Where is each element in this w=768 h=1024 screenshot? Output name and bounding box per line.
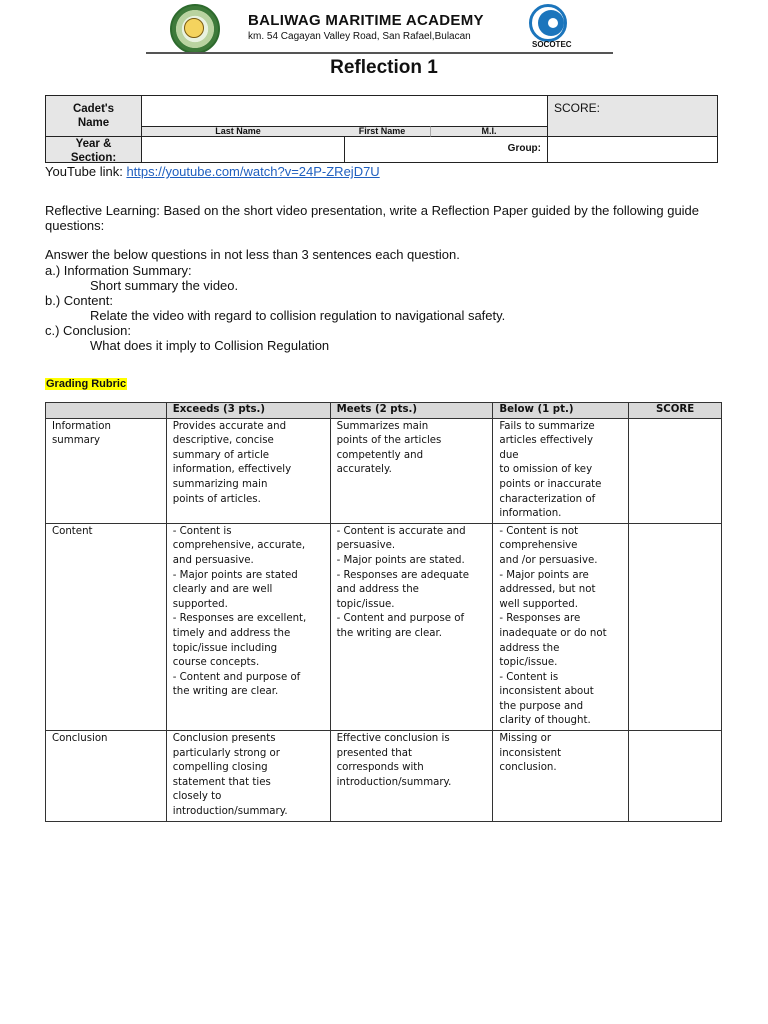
year-section-label: Year & Section:: [46, 137, 142, 162]
meets-text: - Content is accurate and persuasive. - Major points are stated. - Responses are adequate and address the topic/issue. - Content and purpose of the writing are clear.: [336, 525, 470, 639]
criterion-text: Information summary: [52, 420, 111, 447]
score-cell[interactable]: [629, 731, 722, 822]
below-cell: [493, 523, 629, 730]
school-seal-emblem: [184, 18, 204, 38]
below-text: Fails to summarize articles effectively due to omission of key points or inaccurate characterization of information.: [499, 420, 602, 520]
group-field[interactable]: [345, 137, 548, 162]
group-score-field[interactable]: [548, 137, 717, 162]
youtube-link[interactable]: https://youtube.com/watch?v=24P-ZRejD7U: [126, 164, 380, 179]
youtube-line: [45, 164, 380, 179]
meets-cell: [330, 418, 493, 523]
score-cell[interactable]: [629, 418, 722, 523]
cadet-info-form: [45, 95, 718, 163]
below-text: Missing or inconsistent conclusion.: [499, 733, 562, 774]
school-address: km. 54 Cagayan Valley Road, San Rafael,Bulacan: [248, 31, 471, 42]
criterion-cell: [46, 731, 167, 822]
criterion-cell: [46, 418, 167, 523]
rubric-header-row: [46, 403, 722, 419]
rubric-header-meets: Meets (2 pts.): [330, 403, 493, 419]
rubric-header-below: Below (1 pt.): [493, 403, 629, 419]
exceeds-cell: [166, 731, 330, 822]
below-text: - Content is not comprehensive and /or persuasive. - Major points are addressed, but not well supported. - Responses are inadequate or do not address the topic/issue. - Content is inconsistent about the purpose and clarity of thought.: [499, 525, 607, 727]
intro-text: Reflective Learning: Based on the short video presentation, write a Reflection Paper guided by the following guide questions:: [45, 203, 700, 233]
school-name: BALIWAG MARITIME ACADEMY: [248, 12, 484, 29]
score-cell[interactable]: [629, 523, 722, 730]
question-c-detail: What does it imply to Collision Regulation: [90, 338, 330, 353]
table-row: [46, 731, 722, 822]
exceeds-text: Conclusion presents particularly strong or compelling closing statement that ties closely to introduction/summary.: [172, 733, 288, 818]
group-label: Group:: [507, 143, 541, 154]
grading-rubric-table: [45, 402, 722, 822]
page-title: Reflection 1: [330, 57, 438, 78]
question-a-detail: Short summary the video.: [90, 278, 239, 293]
meets-cell: [330, 523, 493, 730]
table-row: [46, 523, 722, 730]
exceeds-cell: [166, 418, 330, 523]
score-field[interactable]: [548, 96, 717, 137]
rubric-header-exceeds: Exceeds (3 pts.): [166, 403, 330, 419]
youtube-label: YouTube link:: [45, 164, 127, 179]
rubric-header-criterion: [46, 403, 167, 419]
meets-cell: [330, 731, 493, 822]
meets-text: Summarizes main points of the articles competently and accurately.: [336, 420, 442, 476]
year-section-field[interactable]: [142, 137, 345, 162]
exceeds-text: - Content is comprehensive, accurate, and persuasive. - Major points are stated clearly and are well supported. - Responses are excellent, timely and address the topic/issue including course concepts. - Content and purpose of the writing are clear.: [172, 525, 307, 698]
socotec-logo-center: [548, 18, 558, 28]
below-cell: [493, 731, 629, 822]
meets-text: Effective conclusion is presented that corresponds with introduction/summary.: [336, 733, 452, 788]
header-divider: [146, 52, 613, 54]
mi-label: M.I.: [430, 126, 548, 137]
below-cell: [493, 418, 629, 523]
exceeds-text: Provides accurate and descriptive, concise summary of article information, effectively summarizing main points of articles.: [172, 420, 292, 505]
cadet-name-label: Cadet's Name: [46, 96, 142, 137]
rubric-header-score: SCORE: [629, 403, 722, 419]
rubric-title: Grading Rubric: [46, 378, 127, 390]
first-name-label: First Name: [334, 126, 430, 137]
question-c-heading: c.) Conclusion:: [45, 323, 131, 338]
criterion-text: Content: [52, 525, 93, 537]
cert-body-name: SOCOTEC: [532, 40, 572, 49]
criterion-cell: [46, 523, 167, 730]
cadet-name-field[interactable]: [142, 96, 548, 126]
exceeds-cell: [166, 523, 330, 730]
question-b-heading: b.) Content:: [45, 293, 113, 308]
question-b-detail: Relate the video with regard to collision regulation to navigational safety.: [90, 308, 506, 323]
instructions-text: Answer the below questions in not less than 3 sentences each question.: [45, 247, 460, 262]
last-name-label: Last Name: [142, 126, 334, 137]
criterion-text: Conclusion: [52, 733, 108, 745]
table-row: [46, 418, 722, 523]
score-label: SCORE:: [554, 101, 601, 115]
question-a-heading: a.) Information Summary:: [45, 263, 192, 278]
